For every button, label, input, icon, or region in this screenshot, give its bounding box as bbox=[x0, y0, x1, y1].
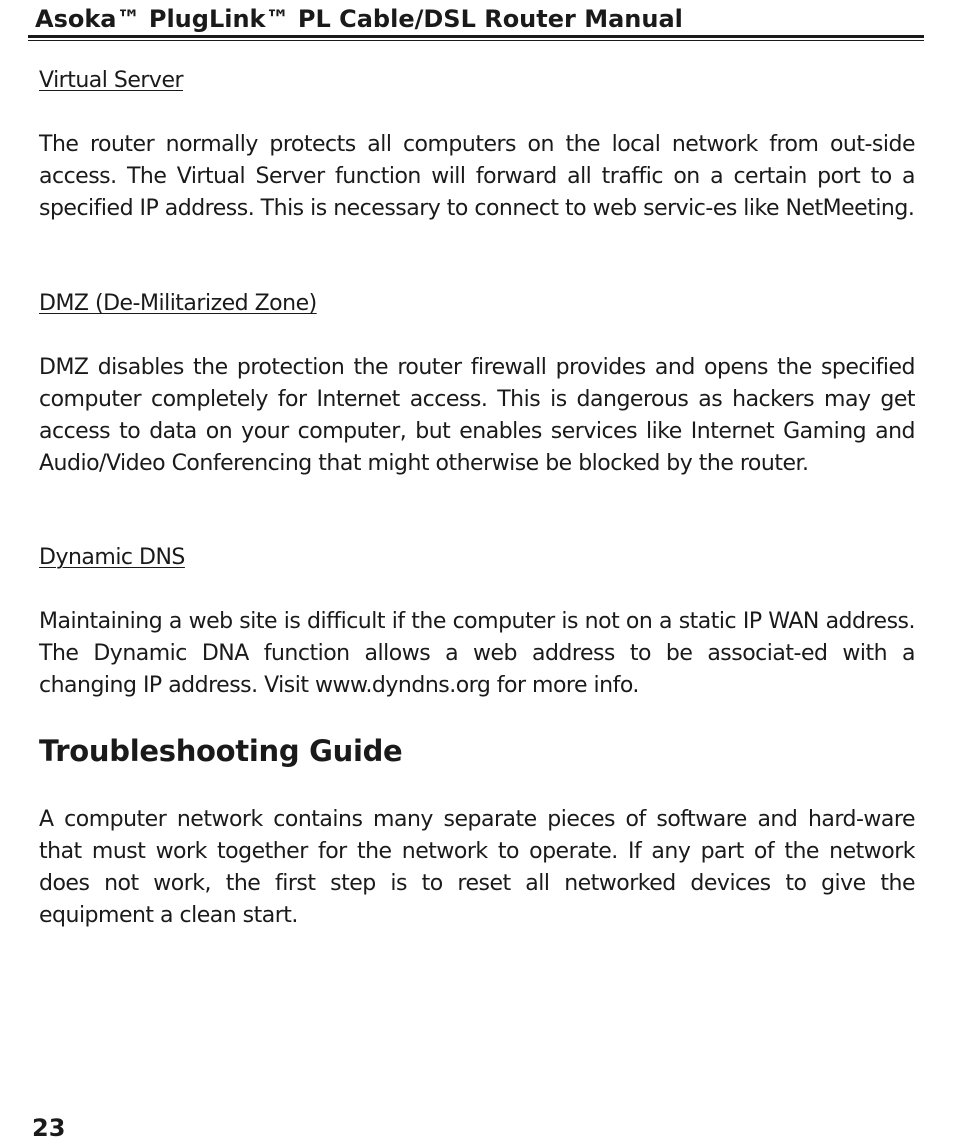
header-divider bbox=[28, 35, 924, 38]
virtual-server-paragraph: The router normally protects all computers on the local network from out-side access. The Virtual Server function will forward all traffic on a certain port to a specified IP address. This is necessary to connect to web servic-es like NetMeeting. bbox=[39, 132, 915, 221]
troubleshooting-guide-title: Troubleshooting Guide bbox=[39, 734, 403, 768]
virtual-server-heading: Virtual Server bbox=[39, 68, 184, 93]
dynamic-dns-heading: Dynamic DNS bbox=[39, 545, 185, 570]
manual-header-title: Asoka™ PlugLink™ PL Cable/DSL Router Manual bbox=[35, 5, 683, 33]
dynamic-dns-paragraph: Maintaining a web site is difficult if the computer is not on a static IP WAN address. The Dynamic DNA function allows a web address to be associat-ed with a changing IP address. Visit www.dyndns.org for more info. bbox=[39, 609, 915, 698]
troubleshooting-paragraph: A computer network contains many separate pieces of software and hard-ware that must work together for the network to operate. If any part of the network does not work, the first step is to reset all networked devices to give the equipment a clean start. bbox=[39, 807, 915, 928]
header-divider-thin bbox=[28, 40, 924, 41]
page-number: 23 bbox=[32, 1114, 66, 1142]
dmz-paragraph: DMZ disables the protection the router firewall provides and opens the specified computer completely for Internet access. This is dangerous as hackers may get access to data on your computer, but enables services like Internet Gaming and Audio/Video Conferencing that might otherwise be blocked by the router. bbox=[39, 355, 915, 476]
dmz-heading: DMZ (De-Militarized Zone) bbox=[39, 291, 317, 316]
